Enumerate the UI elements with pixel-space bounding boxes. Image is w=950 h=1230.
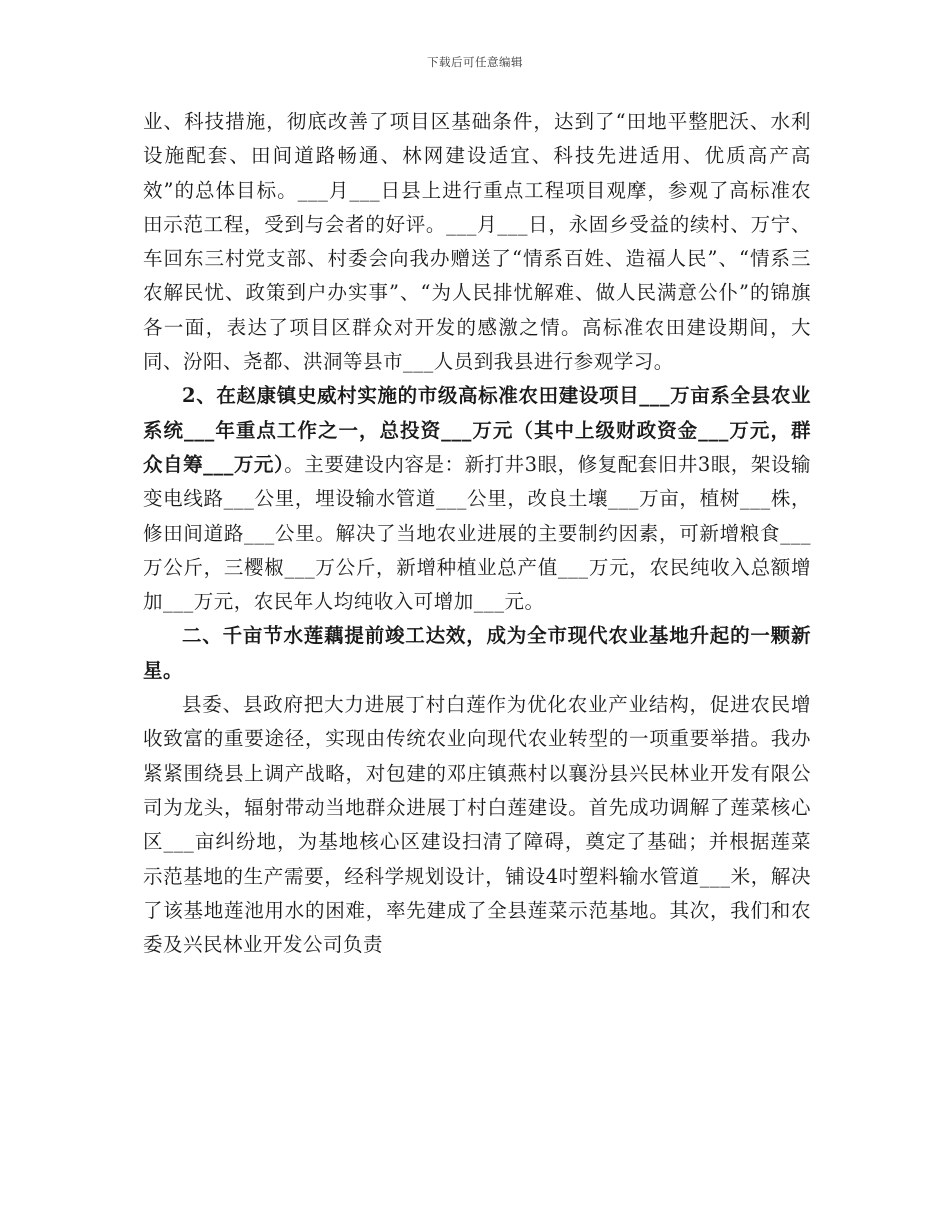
paragraph-3: 县委、县政府把大力进展丁村白莲作为优化农业产业结构，促进农民增收致富的重要途径，实现由传统农业向现代农业转型的一项重要举措。我办紧紧围绕县上调产战略，对包建的邓庄镇燕村以襄汾县兴民林业开发有限公司为龙头，辐射带动当地群众进展丁村白莲建设。首先成功调解了莲菜核心区___亩纠纷地，为基地核心区建设扫清了障碍，奠定了基础；并根据莲菜示范基地的生产需要，经科学规划设计，铺设4吋塑料输水管道___米，解决了该基地莲池用水的困难，率先建成了全县莲菜示范基地。其次，我们和农委及兴民林业开发公司负责 bbox=[143, 693, 811, 957]
paragraph-2 bbox=[143, 379, 811, 619]
page-header-note: 下载后可任意编辑 bbox=[427, 55, 523, 69]
paragraph-1: 业、科技措施，彻底改善了项目区基础条件，达到了“田地平整肥沃、水利设施配套、田间道路畅通、林网建设适宜、科技先进适用、优质高产高效”的总体目标。___月___日县上进行重点工程项目观摩，参观了高标准农田示范工程，受到与会者的好评。___月___日，永固乡受益的续村、万宁、车回东三村党支部、村委会向我办赠送了“情系百姓、造福人民”、“情系三农解民忧、政策到户办实事”、“为人民排忧解难、做人民满意公仆”的锦旗各一面，表达了项目区群众对开发的感激之情。高标准农田建设期间，大同、汾阳、尧都、洪洞等县市___人员到我县进行参观学习。 bbox=[143, 110, 811, 374]
section-heading-2: 二、千亩节水莲藕提前竣工达效，成为全市现代农业基地升起的一颗新星。 bbox=[143, 624, 811, 682]
paragraph-2-body: 。主要建设内容是：新打井3眼，修复配套旧井3眼，架设输变电线路___公里，埋设输水管道___公里，改良土壤___万亩，植树___株，修田间道路___公里。解决了当地农业进展的主要制约因素，可新增粮食___万公斤，三樱椒___万公斤，新增种植业总产值___万元，农民纯收入总额增加___万元，农民年人均纯收入可增加___元。 bbox=[143, 452, 811, 614]
paragraph-2-lead: 2、在赵康镇史威村实施的市级高标准农田建设项目___万亩系全县农业系统___年重点工作之一，总投资___万元（其中上级财政资金___万元，群众自筹___万元） bbox=[143, 384, 811, 476]
document-body bbox=[143, 105, 811, 962]
